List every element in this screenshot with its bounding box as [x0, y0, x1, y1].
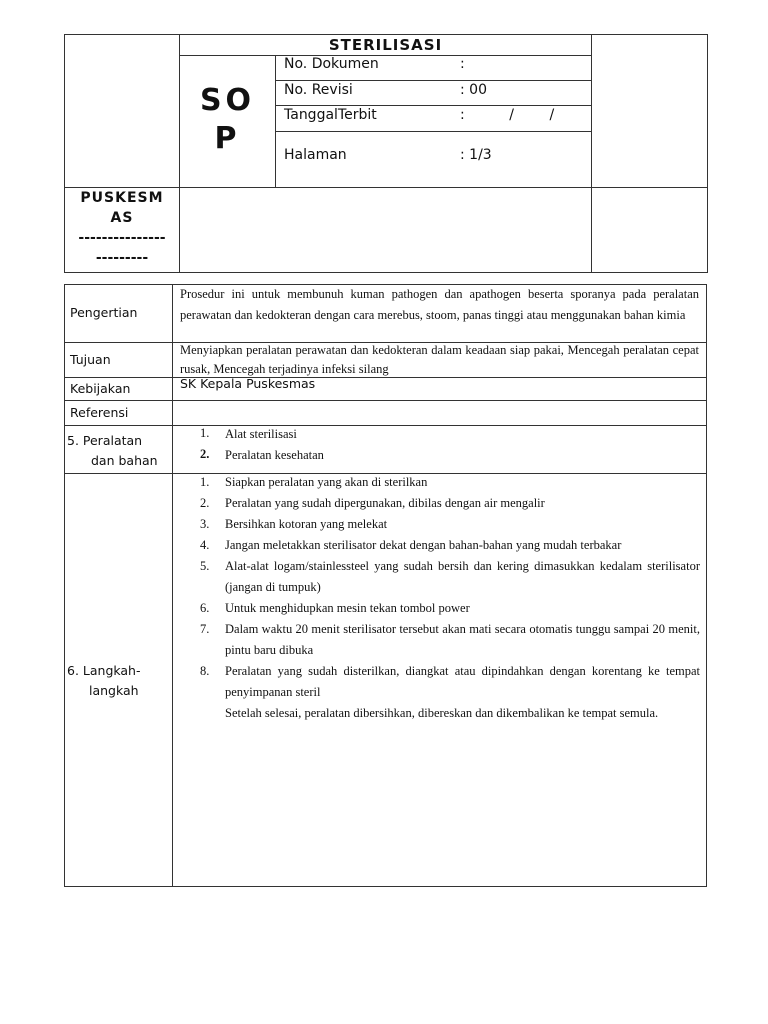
list-item	[180, 556, 700, 598]
label-line: dan bahan	[91, 453, 158, 468]
list-item	[180, 472, 700, 493]
section-label: Tujuan	[70, 352, 111, 367]
list-item	[180, 493, 700, 514]
header-border-top	[64, 34, 708, 35]
item-text: Bersihkan kotoran yang melekat	[225, 517, 388, 531]
item-number: 3.	[200, 517, 210, 531]
puskesmas-label	[66, 188, 178, 268]
meta-label: Halaman	[284, 147, 347, 163]
section-label: Referensi	[70, 405, 129, 420]
list-item	[180, 661, 700, 703]
item-text: Alat-alat logam/stainlessteel yang sudah bersih dan kering dimasukkan kedalam sterilisator (jangan di tumpuk)	[225, 559, 700, 594]
item-number: 6.	[200, 601, 210, 615]
item-number: 4.	[200, 538, 210, 552]
sop-line: P	[214, 121, 241, 156]
sop-line: SO	[199, 83, 256, 118]
header-divider	[275, 131, 592, 132]
table-border-bottom	[64, 886, 707, 887]
closing-text: Setelah selesai, peralatan dibersihkan, dibereskan dan dikembalikan ke tempat semula.	[225, 706, 659, 720]
header-border-left	[64, 34, 65, 273]
label-line: langkah	[89, 683, 139, 698]
meta-value: : 00	[460, 82, 487, 98]
label-line: 5. Peralatan	[67, 433, 143, 448]
meta-label: No. Dokumen	[284, 56, 379, 72]
header-border-right	[707, 34, 708, 273]
item-text: Jangan meletakkan sterilisator dekat dengan bahan-bahan yang mudah terbakar	[225, 538, 622, 552]
section-label: Kebijakan	[70, 381, 131, 396]
item-text: Alat sterilisasi	[225, 427, 297, 441]
header-divider	[275, 105, 592, 106]
sop-label	[180, 82, 275, 158]
list-item	[180, 535, 700, 556]
section-label	[67, 661, 141, 701]
section-text: Menyiapkan peralatan perawatan dan kedokteran dalam keadaan siap pakai, Mencegah peralatan cepat rusak, Mencegah terjadinya infeksi silang	[180, 343, 699, 376]
header-divider	[591, 34, 592, 273]
item-text: Peralatan yang sudah dipergunakan, dibilas dengan air mengalir	[225, 496, 545, 510]
item-text: Untuk menghidupkan mesin tekan tombol power	[225, 601, 470, 615]
item-number: 8.	[200, 664, 210, 678]
list-item	[180, 424, 700, 445]
item-text: Peralatan yang sudah disterilkan, diangkat atau dipindahkan dengan korentang ke tempat penyimpanan steril	[225, 664, 700, 699]
list-item	[180, 619, 700, 661]
meta-label: TanggalTerbit	[284, 107, 377, 123]
item-number: 5.	[200, 559, 210, 573]
dash-line: ---------	[95, 250, 149, 266]
puskesmas-line: PUSKESM	[80, 190, 164, 206]
item-number: 1.	[200, 475, 210, 489]
item-number: 1.	[200, 426, 210, 440]
header-divider	[275, 55, 276, 188]
meta-value: : / /	[460, 107, 555, 123]
item-number: 2.	[200, 447, 210, 461]
meta-value: :	[460, 56, 465, 72]
meta-label: No. Revisi	[284, 82, 353, 98]
item-text: Siapkan peralatan yang akan di sterilkan	[225, 475, 428, 489]
section-text: Prosedur ini untuk membunuh kuman pathogen dan apathogen beserta sporanya pada peralatan perawatan dan kedokteran dengan cara merebus, stoom, panas tinggi atau menggunakan bahan kimia	[180, 287, 699, 322]
section-text: SK Kepala Puskesmas	[180, 376, 316, 391]
header-divider	[275, 80, 592, 81]
steps-list	[180, 472, 700, 724]
table-border-left	[64, 284, 65, 887]
section-label	[67, 431, 158, 471]
table-border-right	[706, 284, 707, 887]
item-text: Peralatan kesehatan	[225, 448, 324, 462]
equipment-list	[180, 424, 700, 466]
item-text: Dalam waktu 20 menit sterilisator tersebut akan mati secara otomatis tunggu sampai 20 menit, pintu baru dibuka	[225, 622, 700, 657]
item-number: 7.	[200, 622, 210, 636]
column-divider	[172, 284, 173, 887]
list-item	[180, 514, 700, 535]
row-divider	[64, 400, 707, 401]
section-label: Pengertian	[70, 305, 138, 320]
puskesmas-line: AS	[110, 210, 134, 226]
meta-value: : 1/3	[460, 147, 492, 163]
header-divider	[179, 55, 592, 56]
list-item	[180, 598, 700, 619]
document-title: STERILISASI	[328, 36, 443, 54]
list-item	[180, 445, 700, 466]
dash-line: ---------------	[78, 230, 166, 246]
item-number: 2.	[200, 496, 210, 510]
label-line: 6. Langkah-	[67, 663, 141, 678]
header-border-bottom	[64, 272, 708, 273]
